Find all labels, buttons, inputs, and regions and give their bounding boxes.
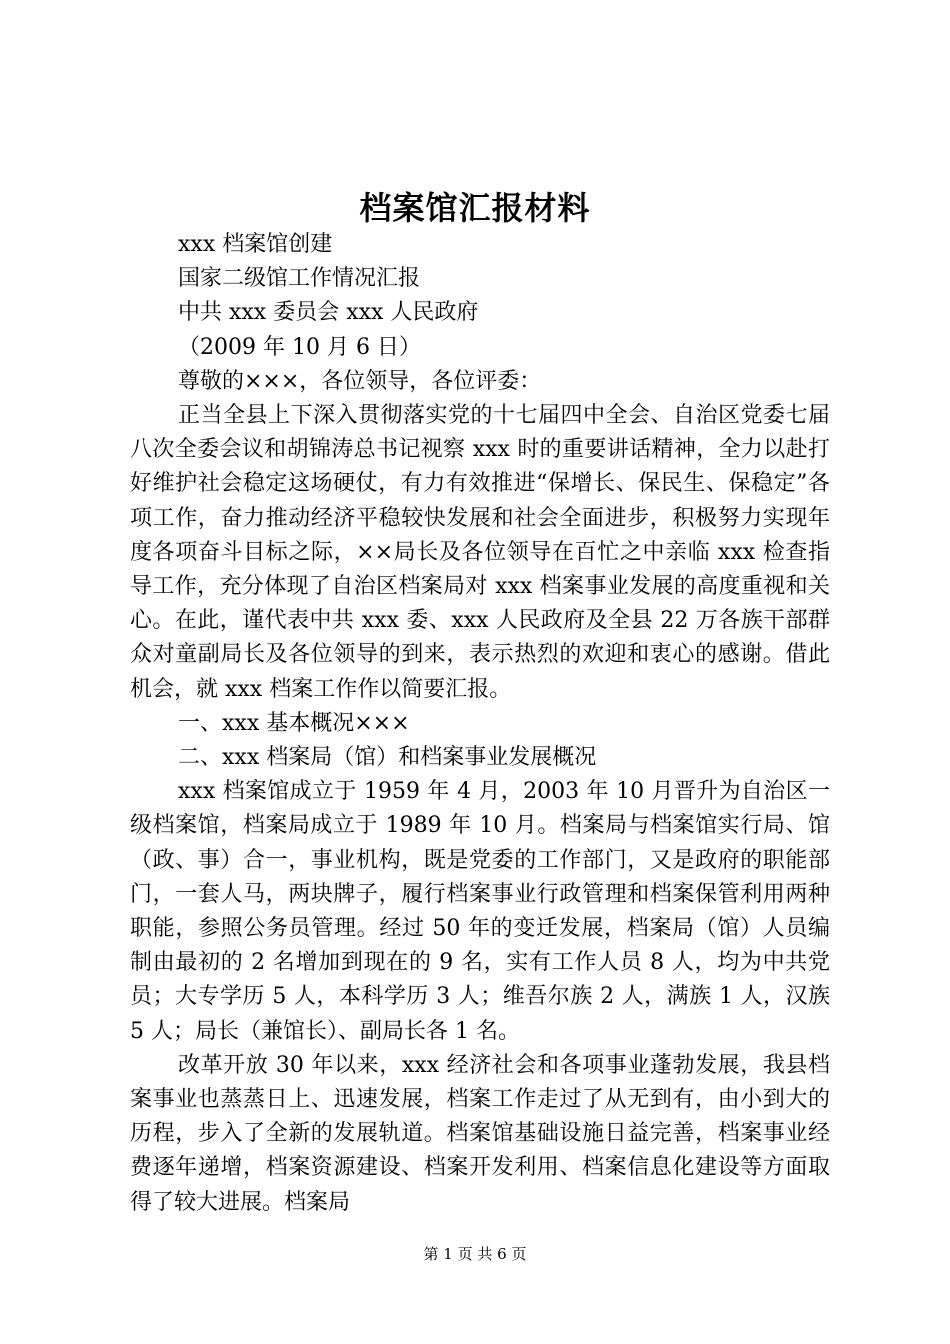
paragraph-opening: 正当全县上下深入贯彻落实党的十七届四中全会、自治区党委七届八次全委会议和胡锦涛总书记视察 xxx 时的重要讲话精神，全力以赴打好维护社会稳定这场硬仗，有力有效推进“保增长、保民生、保稳定”各项工作，奋力推动经济平稳较快发展和社会全面进步，积极努力实现年度各项奋斗目标之际，××局长及各位领导在百忙之中亲临 xxx 检查指导工作，充分体现了自治区档案局对 xxx 档案事业发展的高度重视和关心。在此，谨代表中共 xxx 委、xxx 人民政府及全县 22 万各族干部群众对童副局长及各位领导的到来，表示热烈的欢迎和衷心的感谢。借此机会，就 xxx 档案工作作以简要汇报。 [130, 403, 830, 702]
header-line-issuer: 中共 xxx 委员会 xxx 人民政府 [178, 300, 479, 326]
header-line-report-subject: 国家二级馆工作情况汇报 [178, 266, 421, 292]
paragraph-archive-history: xxx 档案馆成立于 1959 年 4 月，2003 年 10 月晋升为自治区一级档案馆，档案局成立于 1989 年 10 月。档案局与档案馆实行局、馆（政、事）合一，事业机构，既是党委的工作部门，又是政府的职能部门，一套人马，两块牌子，履行档案事业行政管理和档案保管利用两种职能，参照公务员管理。经过 50 年的变迁发展，档案局（馆）人员编制由最初的 2 名增加到现在的 9 名，实有工作人员 8 人，均为中共党员；大专学历 5 人，本科学历 3 人；维吾尔族 2 人，满族 1 人，汉族 5 人；局长（兼馆长）、副局长各 1 名。 [130, 779, 830, 1044]
document-body [130, 228, 830, 1220]
salutation: 尊敬的×××，各位领导，各位评委： [178, 368, 542, 394]
section-heading-1: 一、xxx 基本概况××× [178, 710, 410, 736]
document-title: 档案馆汇报材料 [359, 189, 591, 227]
paragraph-reform-development: 改革开放 30 年以来，xxx 经济社会和各项事业蓬勃发展，我县档案事业也蒸蒸日上、迅速发展，档案工作走过了从无到有，由小到大的历程，步入了全新的发展轨道。档案馆基础设施日益完善，档案事业经费逐年递增，档案资源建设、档案开发利用、档案信息化建设等方面取得了较大进展。档案局 [130, 1052, 830, 1215]
page-footer: 第 1 页 共 6 页 [423, 1245, 527, 1263]
header-line-archive-name: xxx 档案馆创建 [178, 232, 333, 257]
header-line-date: （2009 年 10 月 6 日） [178, 334, 421, 360]
section-heading-2: 二、xxx 档案局（馆）和档案事业发展概况 [178, 745, 597, 771]
